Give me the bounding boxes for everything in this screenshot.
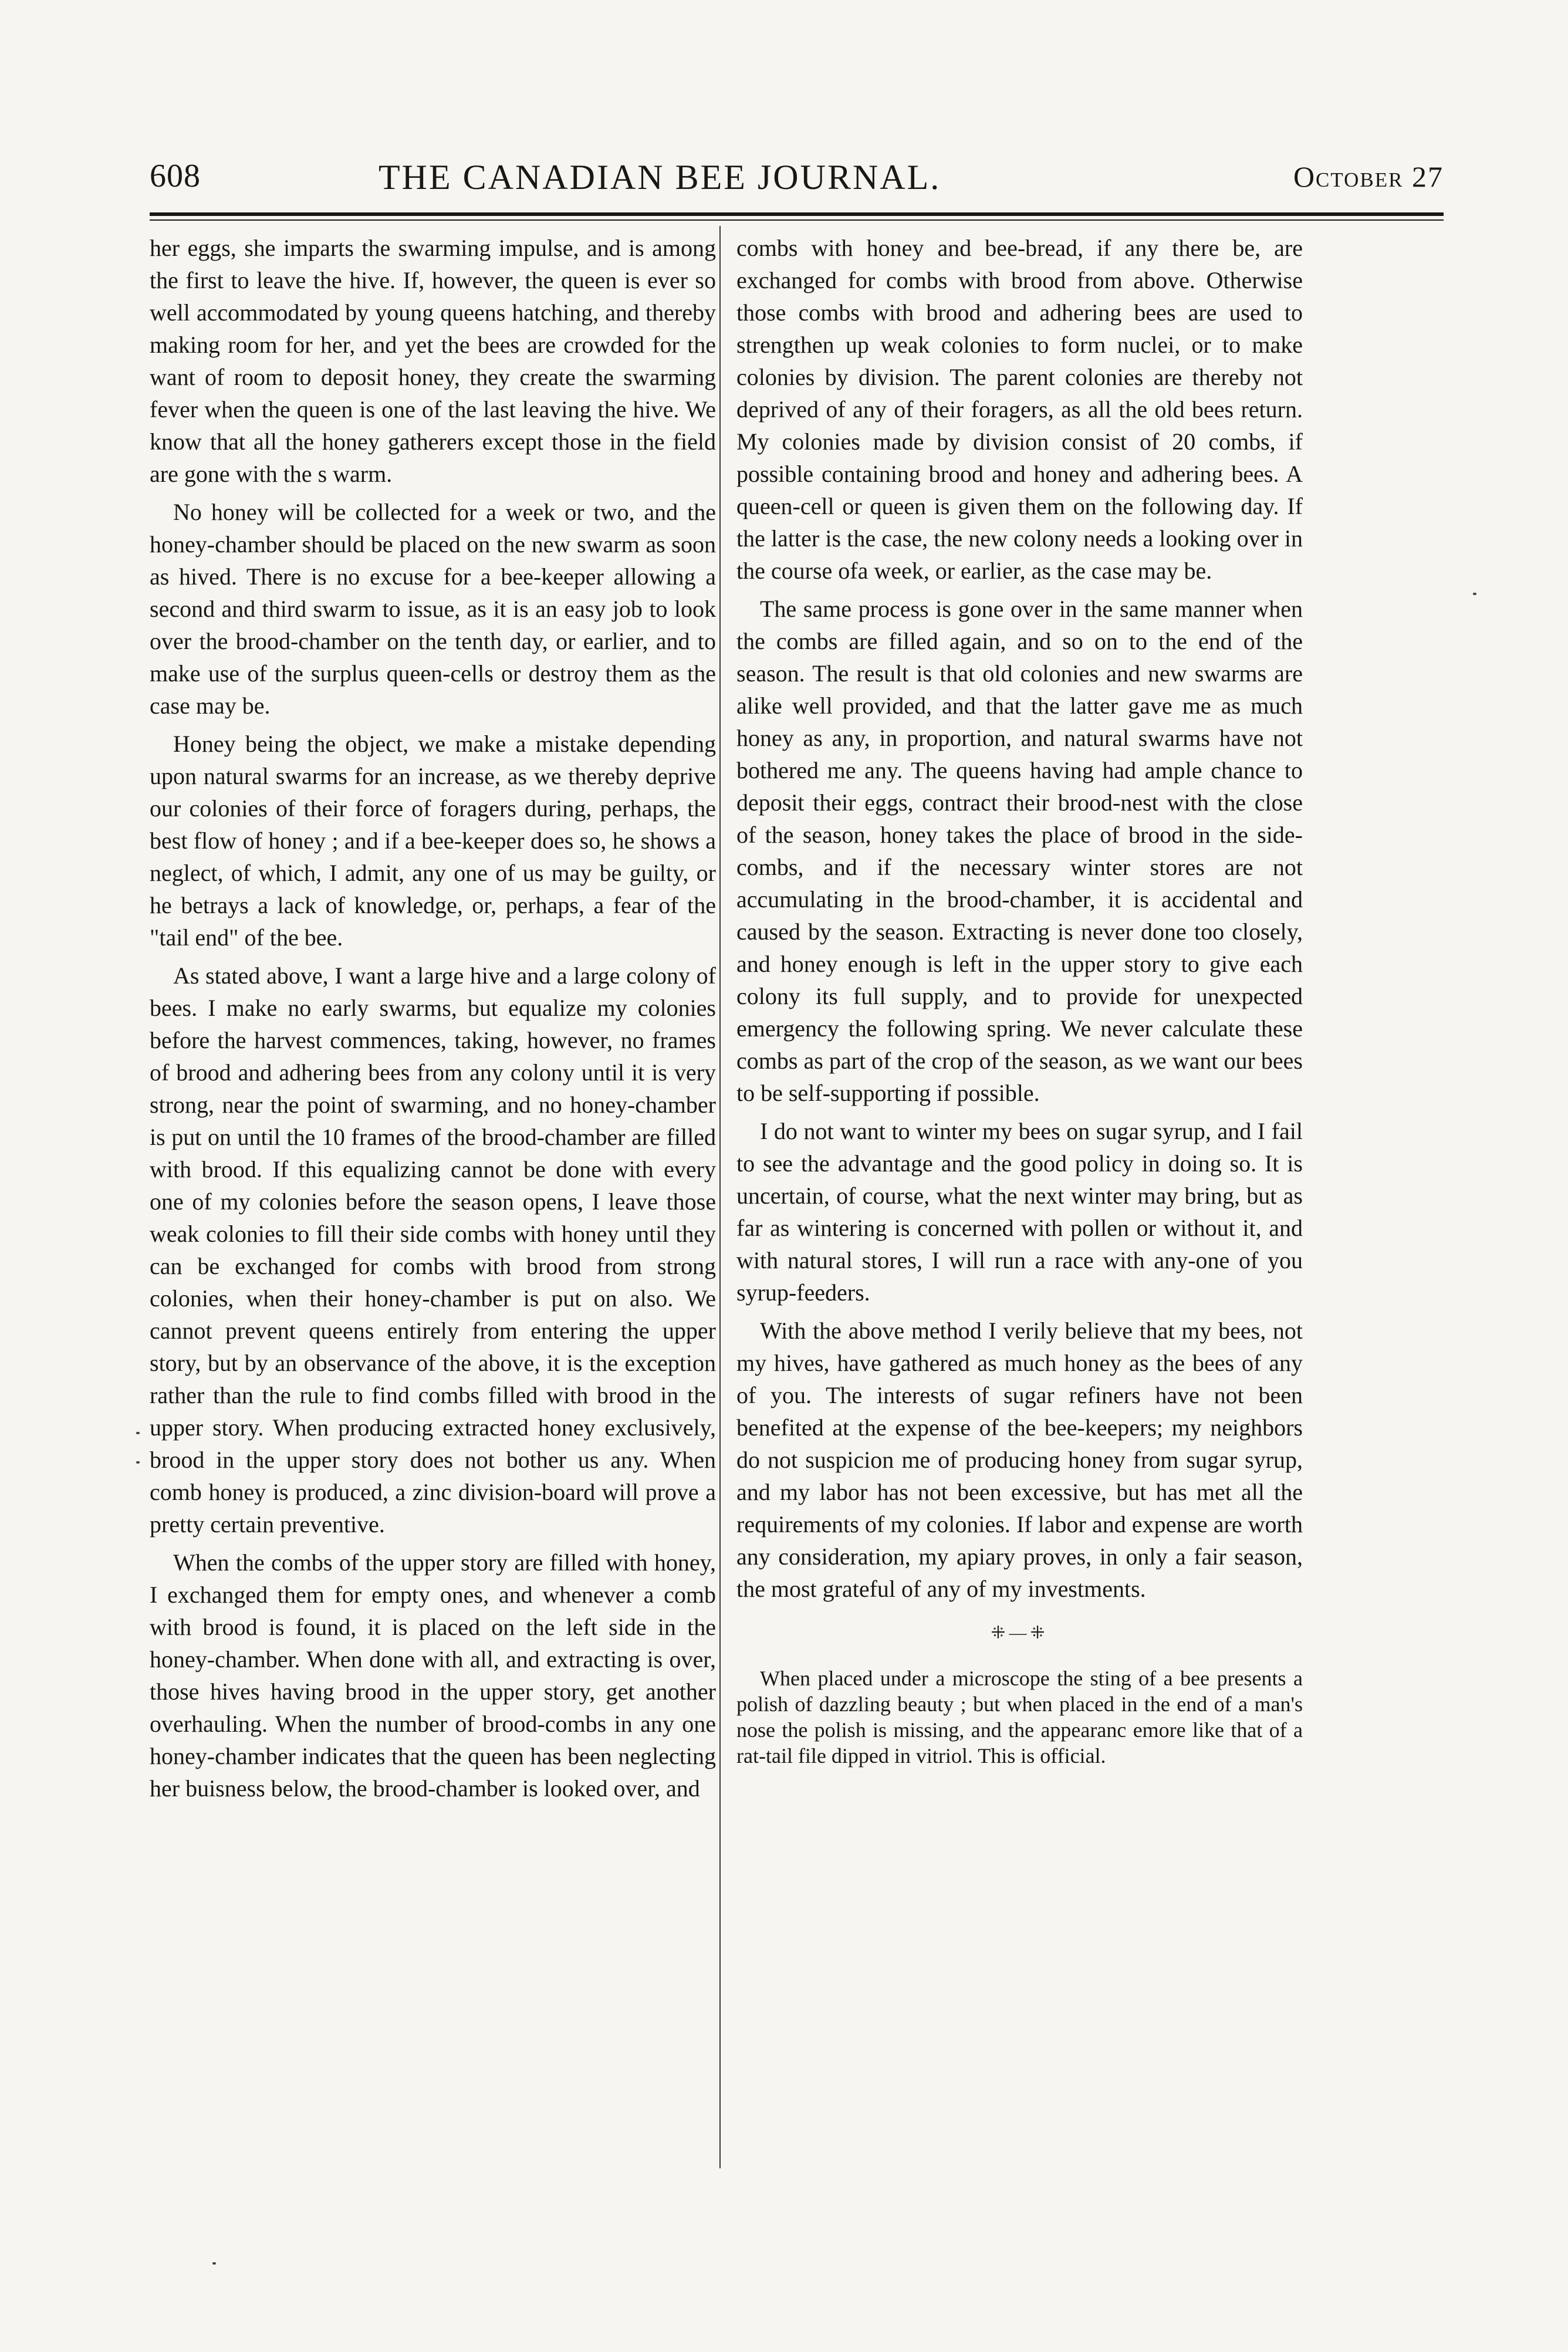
left-paragraph-5: When the combs of the upper story are filled with honey, I exchanged them for empty ones, and whenever a comb with brood is found, it is placed on the left side in the honey-chamber. When done with all, and extracting is over, those hives having brood in the upper story, get another overhauling. When the number of brood-combs in any one honey-chamber indicates that the queen has been neglecting her buisness below, the brood-chamber is looked over, and	[150, 1549, 716, 1802]
page-number: 608	[150, 158, 201, 194]
left-column	[150, 232, 716, 1810]
right-column	[736, 232, 1303, 1775]
left-paragraph-4: As stated above, I want a large hive and a large colony of bees. I make no early swarms, but equalize my colonies before the harvest commences, taking, however, no frames of brood and adhering bees from any colony until it is very strong, near the point of swarming, and no honey-chamber is put on until the 10 frames of the brood-chamber are filled with brood. If this equalizing cannot be done with every one of my colonies before the season opens, I leave those weak colonies to fill their side combs with honey until they can be exchanged for combs with brood from strong colonies, when their honey-chamber is put on also. We cannot prevent queens entirely from entering the upper story, but by an observance of the above, it is the exception rather than the rule to find combs filled with brood in the upper story. When producing extracted honey exclusively, brood in the upper story does not bother us any. When comb honey is produced, a zinc division-board will prove a pretty certain preventive.	[150, 962, 716, 1537]
left-paragraph-1: her eggs, she imparts the swarming impulse, and is among the first to leave the hive. If, however, the queen is ever so well accommodated by young queens hatching, and thereby making room for her, and yet the bees are crowded for the want of room to deposit honey, they create the swarming fever when the queen is one of the last leaving the hive. We know that all the honey gatherers except those in the field are gone with the s warm.	[150, 235, 716, 487]
print-speck	[136, 1432, 140, 1434]
print-speck	[212, 2262, 216, 2265]
right-paragraph-4: With the above method I verily believe that my bees, not my hives, have gathered as much honey as the bees of any of you. The interests of sugar refiners have not been benefited at the expense of the bee-keepers; my neighbors do not suspicion me of producing honey from sugar syrup, and my labor has not been excessive, but has met all the requirements of my colonies. If labor and expense are worth any consideration, my apiary proves, in only a fair season, the most grateful of any of my investments.	[736, 1317, 1303, 1602]
left-paragraph-2: No honey will be collected for a week or two, and the honey-chamber should be placed on the new swarm as soon as hived. There is no excuse for a bee-keeper allowing a second and third swarm to issue, as it is an easy job to look over the brood-chamber on the tenth day, or earlier, and to make use of the surplus queen-cells or destroy them as the case may be.	[150, 499, 716, 719]
left-paragraph-3: Honey being the object, we make a mistake depending upon natural swarms for an increase, as we thereby deprive our colonies of their force of foragers during, perhaps, the best flow of honey ; and if a bee-keeper does so, he shows a neglect, of which, I admit, any one of us may be guilty, or he betrays a lack of knowledge, or, perhaps, a fear of the "tail end" of the bee.	[150, 731, 716, 951]
header-rule-thick	[150, 212, 1444, 216]
header-rule-thin	[150, 219, 1444, 221]
print-speck	[1473, 593, 1476, 595]
journal-title: THE CANADIAN BEE JOURNAL.	[379, 158, 941, 197]
issue-date: October 27	[1293, 160, 1444, 193]
right-paragraph-3: I do not want to winter my bees on sugar syrup, and I fail to see the advantage and the good policy in doing so. It is uncertain, of course, what the next winter may bring, but as far as wintering is concerned with pollen or without it, and with natural stores, I will run a race with any-one of you syrup-feeders.	[736, 1118, 1303, 1306]
column-divider	[719, 226, 721, 2168]
right-paragraph-1: combs with honey and bee-bread, if any there be, are exchanged for combs with brood from above. Otherwise those combs with brood and adhering bees are used to strengthen up weak colonies to form nuclei, or to make colonies by division. The parent colonies are thereby not deprived of any of their foragers, as all the old bees return. My colonies made by division consist of 20 combs, if possible containing brood and honey and adhering bees. A queen-cell or queen is given them on the following day. If the latter is the case, the new colony needs a looking over in the course ofa week, or earlier, as the case may be.	[736, 235, 1303, 584]
ornament-separator: ⁜—⁜	[991, 1623, 1049, 1643]
right-paragraph-2: The same process is gone over in the same manner when the combs are filled again, and so on to the end of the season. The result is that old colonies and new swarms are alike well provided, and that the latter gave me as much honey as any, in proportion, and natural swarms have not bothered me any. The queens having had ample chance to deposit their eggs, contract their brood-nest with the close of the season, honey takes the place of brood in the side-combs, and if the necessary winter stores are not accumulating in the brood-chamber, it is accidental and caused by the season. Extracting is never done too closely, and honey enough is left in the upper story to give each colony its full supply, and to provide for unexpected emergency the following spring. We never calculate these combs as part of the crop of the season, as we want our bees to be self-supporting if possible.	[736, 596, 1303, 1106]
print-speck	[136, 1461, 140, 1464]
page-header	[150, 157, 1444, 204]
footnote: When placed under a microscope the sting of a bee presents a polish of dazzling beauty ; but when placed in the end of a man's nose the polish is missing, and the appearanc emore like that of a rat-tail file dipped in vitriol. This is official.	[736, 1667, 1303, 1768]
